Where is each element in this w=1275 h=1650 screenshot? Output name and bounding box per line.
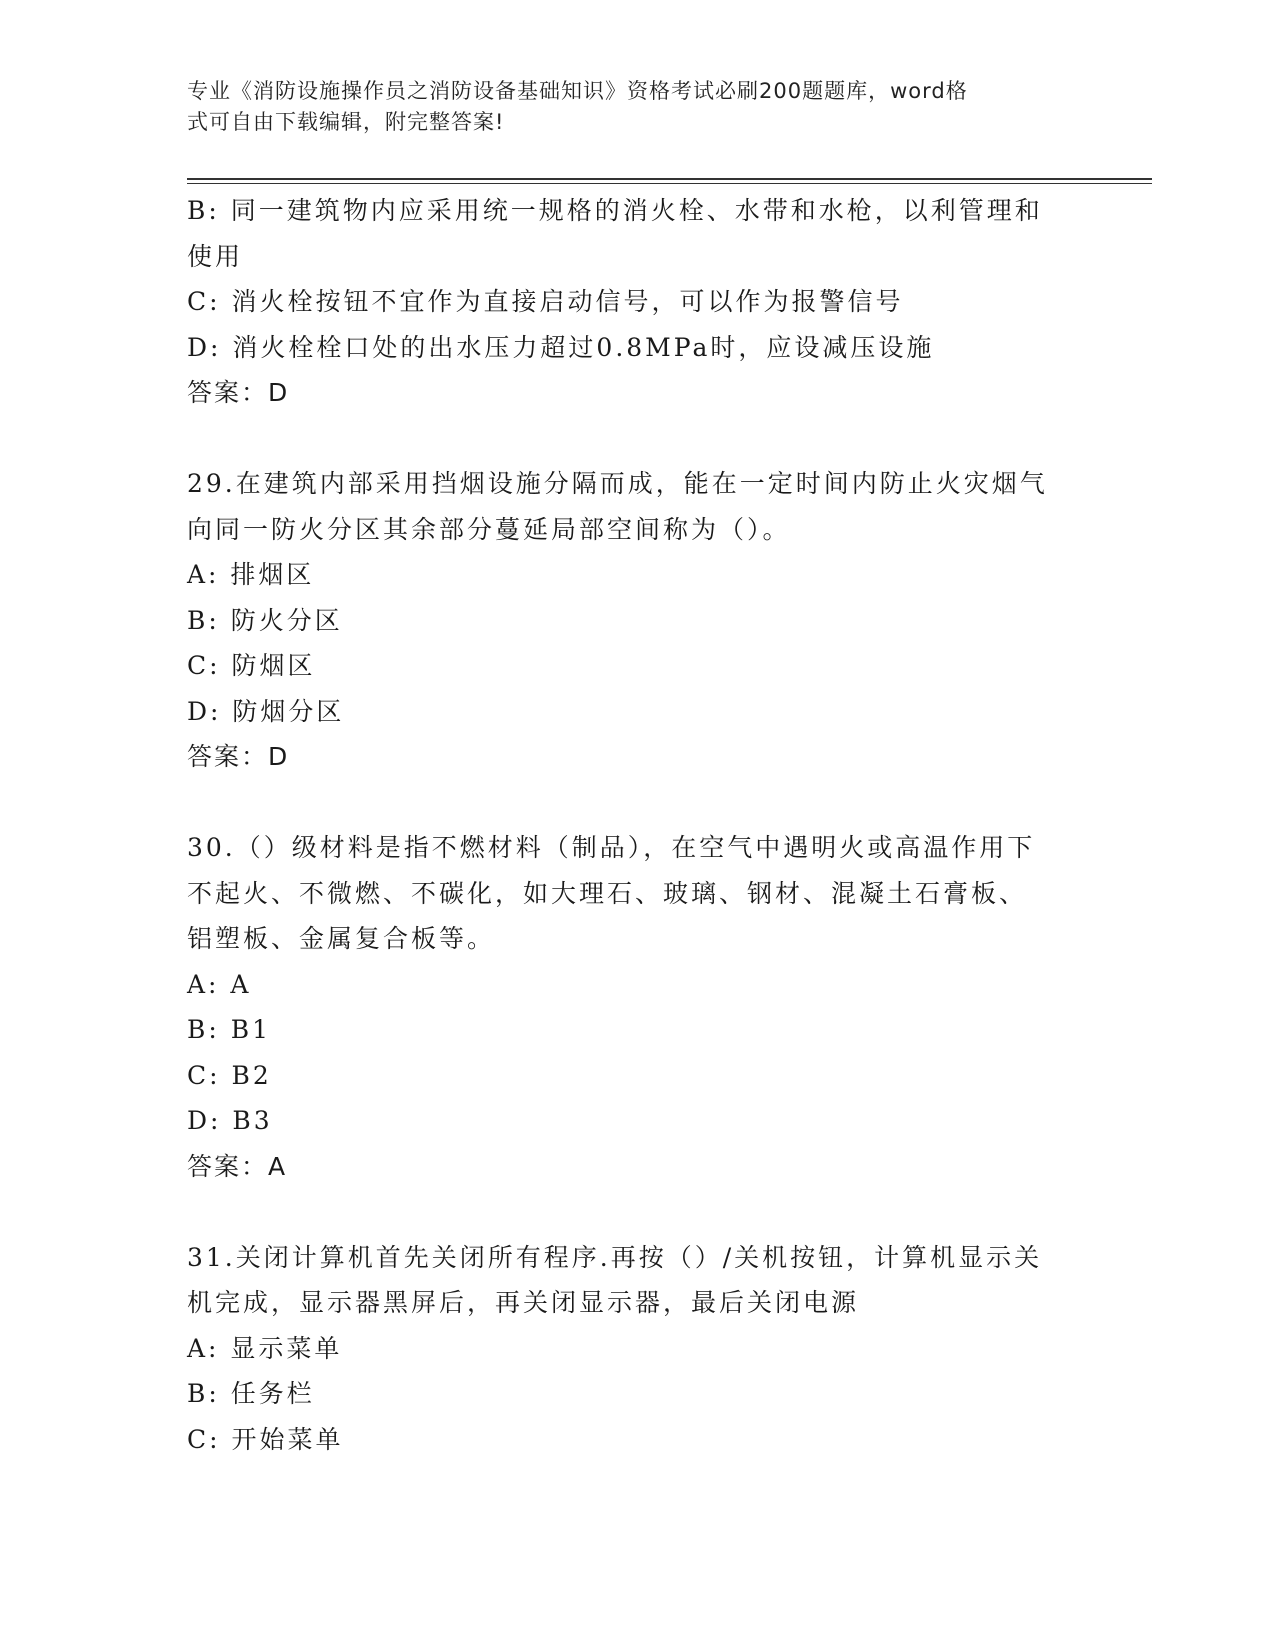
question-stem: 29.在建筑内部采用挡烟设施分隔而成，能在一定时间内防止火灾烟气	[187, 469, 1048, 498]
option-c: C: B2	[187, 1060, 272, 1090]
option-b: B: 任务栏	[187, 1379, 315, 1408]
option-b-continued: 使用	[187, 241, 244, 271]
option-b: B: 同一建筑物内应采用统一规格的消火栓、水带和水枪，以利管理和	[187, 196, 1043, 225]
option-c: C: 消火栓按钮不宜作为直接启动信号，可以作为报警信号	[187, 287, 904, 316]
question-29	[187, 461, 1077, 780]
question-list	[187, 188, 1077, 1462]
option-d: D: 防烟分区	[187, 696, 345, 726]
question-stem-continued: 不起火、不微燃、不碳化，如大理石、玻璃、钢材、混凝土石膏板、	[187, 878, 1028, 908]
option-a: A: A	[187, 969, 252, 999]
spacer	[187, 416, 1077, 462]
question-30	[187, 825, 1077, 1189]
option-a: A: 排烟区	[187, 560, 315, 589]
question-stem: 31.关闭计算机首先关闭所有程序.再按（）/关机按钮，计算机显示关	[187, 1242, 1043, 1272]
option-b: B: 防火分区	[187, 605, 343, 635]
header-title-line-1: 专业《消防设施操作员之消防设备基础知识》资格考试必刷200题题库，word格	[187, 79, 968, 103]
document-header	[187, 76, 1067, 138]
answer: 答案：D	[187, 378, 290, 407]
option-d: D: B3	[187, 1106, 273, 1135]
header-divider-thin	[187, 183, 1152, 184]
option-b: B: B1	[187, 1015, 272, 1044]
question-stem: 30.（）级材料是指不燃材料（制品），在空气中遇明火或高温作用下	[187, 833, 1036, 862]
header-divider-thick	[187, 178, 1152, 180]
question-stem-continued: 铝塑板、金属复合板等。	[187, 924, 496, 953]
option-c: C: 开始菜单	[187, 1424, 344, 1454]
question-stem-continued: 机完成，显示器黑屏后，再关闭显示器，最后关闭电源	[187, 1288, 860, 1317]
spacer	[187, 1189, 1077, 1235]
option-d: D: 消火栓栓口处的出水压力超过0.8MPa时，应设减压设施	[187, 332, 935, 362]
question-31	[187, 1235, 1077, 1463]
question-stem-continued: 向同一防火分区其余部分蔓延局部空间称为（）。	[187, 514, 791, 544]
option-c: C: 防烟区	[187, 651, 316, 680]
answer: 答案：D	[187, 742, 290, 771]
option-a: A: 显示菜单	[187, 1333, 343, 1363]
question-28-tail	[187, 188, 1077, 416]
answer: 答案：A	[187, 1151, 288, 1181]
spacer	[187, 780, 1077, 826]
header-title-line-2: 式可自由下载编辑，附完整答案!	[187, 110, 505, 134]
